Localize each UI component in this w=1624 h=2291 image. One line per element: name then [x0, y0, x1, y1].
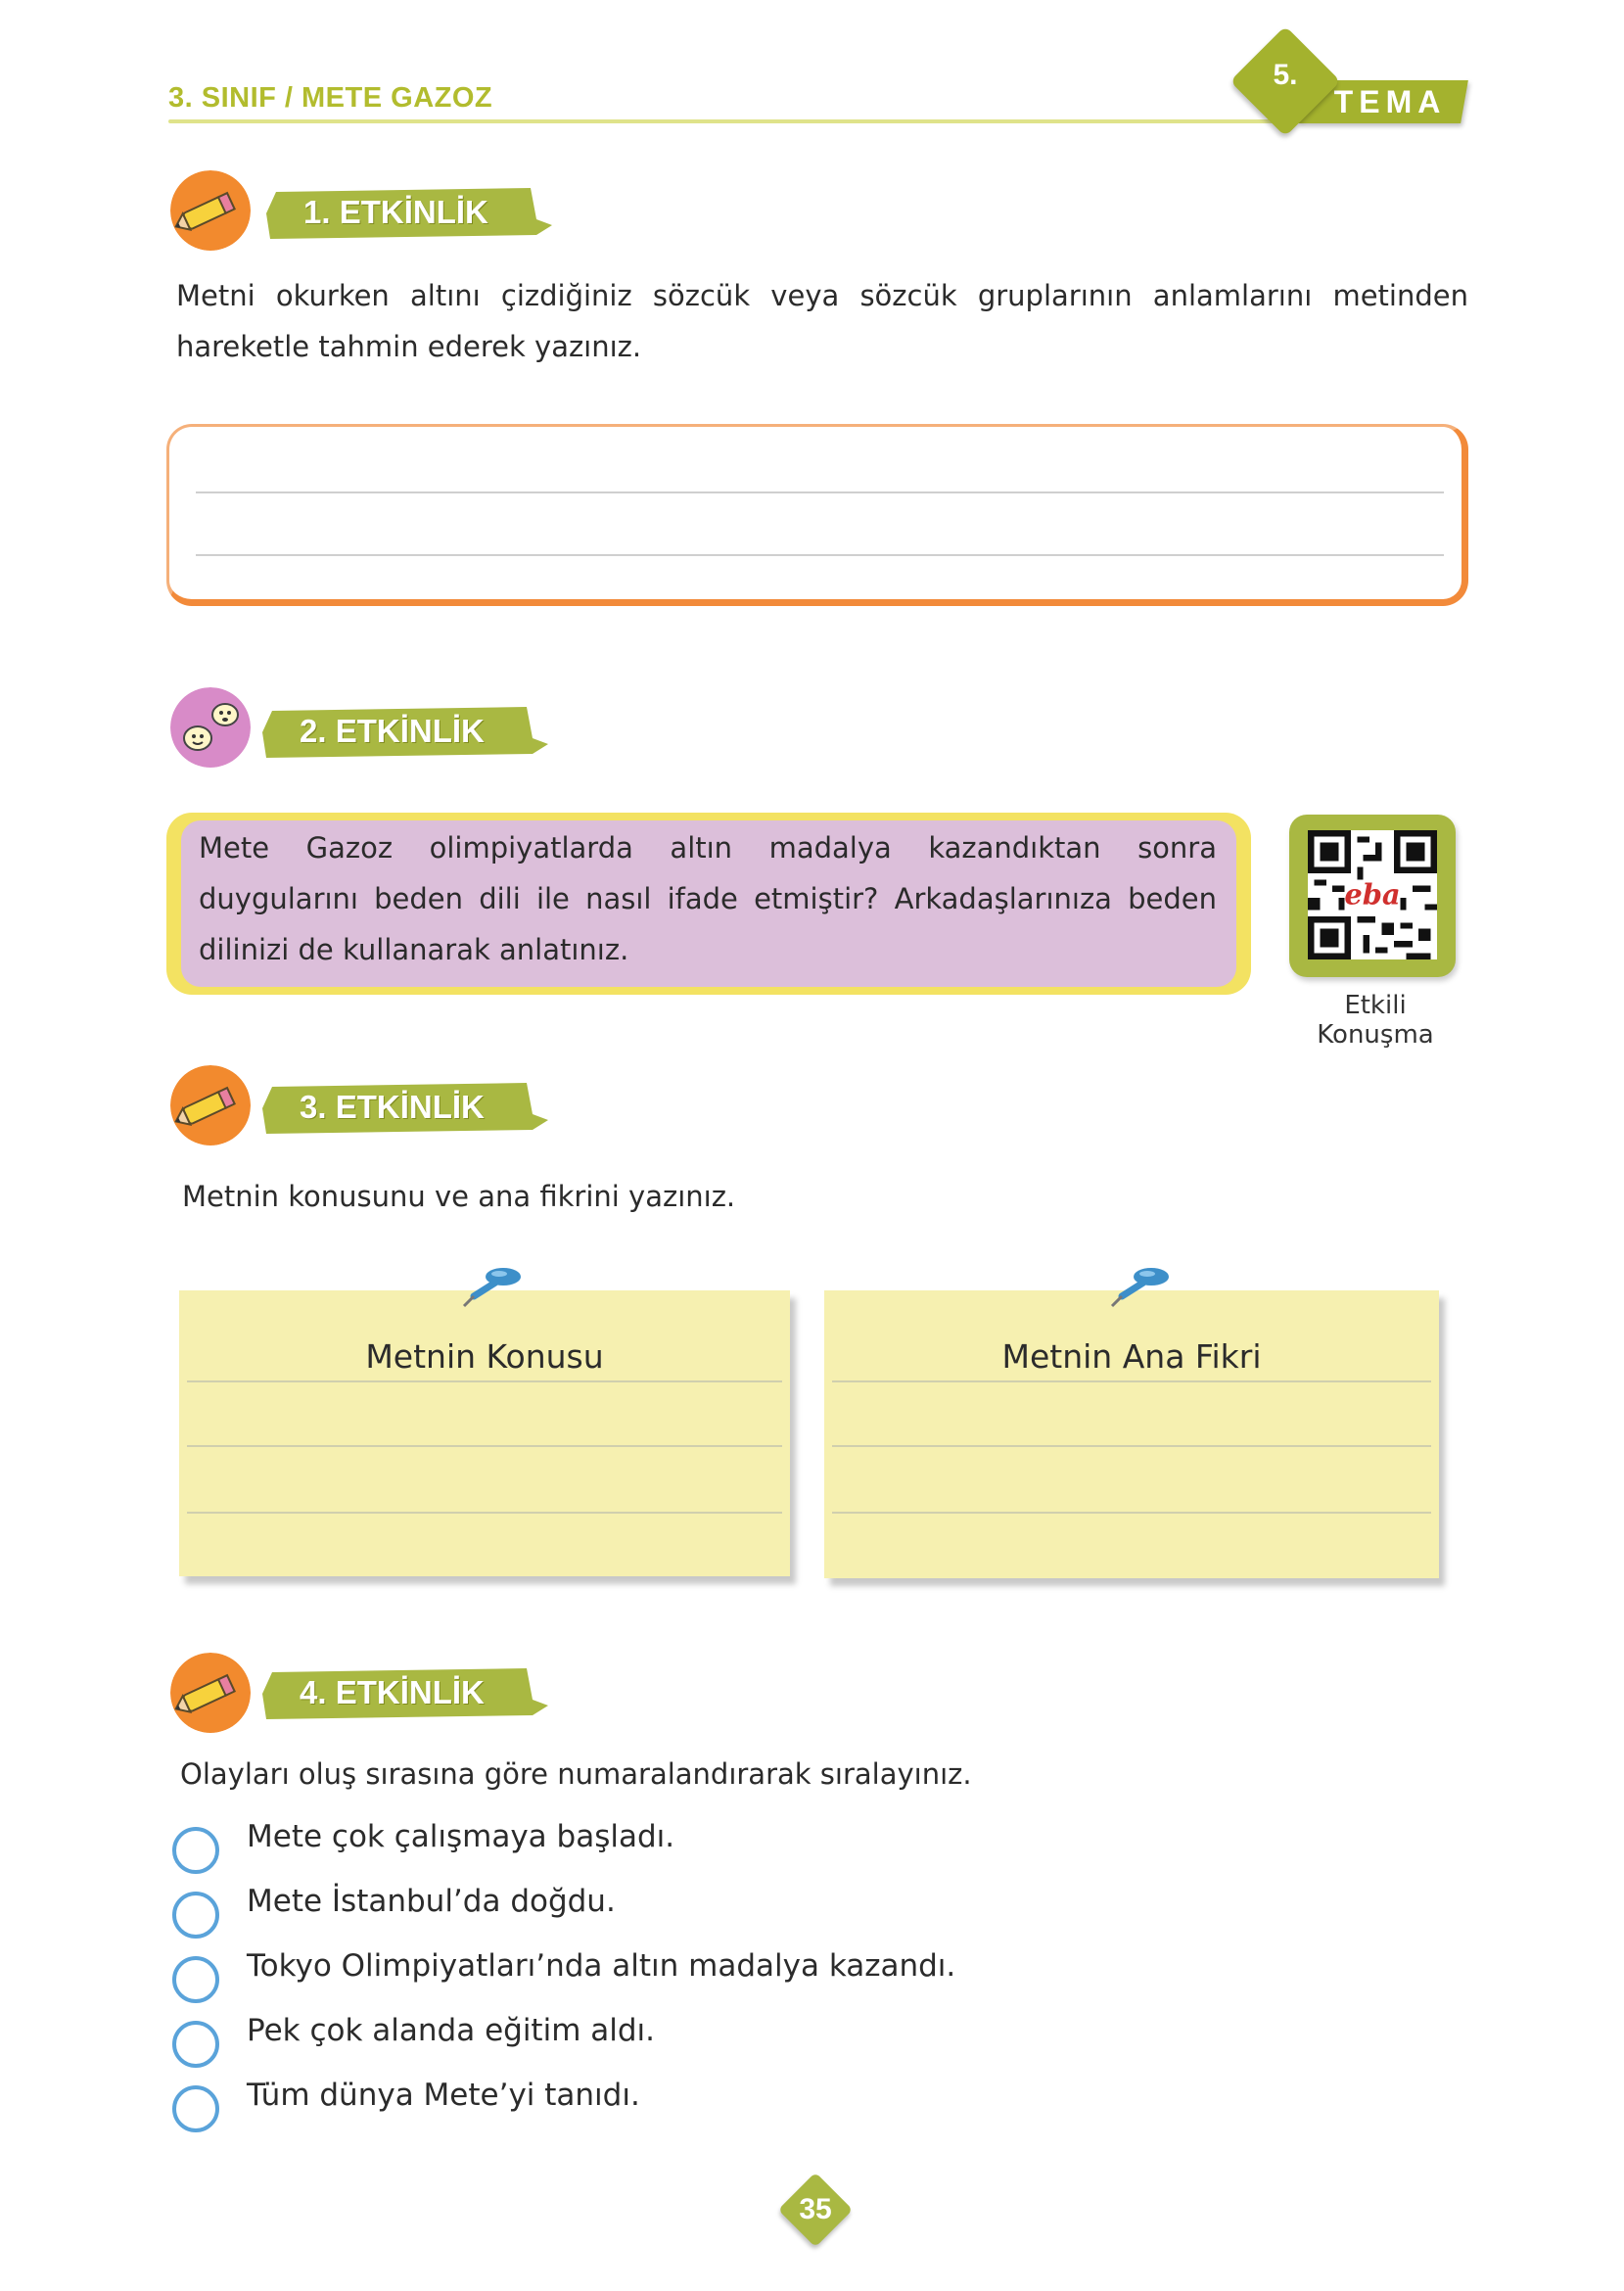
list-item: Mete İstanbul’da doğdu. [247, 1884, 616, 1919]
page-header-title: 3. SINIF / METE GAZOZ [168, 82, 493, 114]
note-topic[interactable] [179, 1290, 790, 1576]
push-pin-icon [1108, 1263, 1173, 1310]
order-number-circle[interactable] [172, 2085, 219, 2132]
qr-logo: eba [1344, 877, 1401, 912]
section-4-instruction: Olayları oluş sırasına göre numaralandırarak sıralayınız. [180, 1757, 972, 1791]
section-4-title: 4. ETKİNLİK [300, 1674, 485, 1710]
order-number-circle[interactable] [172, 1892, 219, 1939]
writing-line [832, 1512, 1431, 1514]
order-number-circle[interactable] [172, 2021, 219, 2068]
list-item: Mete çok çalışmaya başladı. [247, 1819, 675, 1854]
order-number-circle[interactable] [172, 1956, 219, 2003]
note-topic-title: Metnin Konusu [365, 1337, 604, 1376]
writing-line [832, 1380, 1431, 1382]
tema-label: TEMA [1333, 84, 1447, 119]
pencil-icon [170, 170, 251, 251]
section-1-title: 1. ETKİNLİK [303, 194, 488, 230]
qr-code-icon[interactable] [1308, 830, 1437, 959]
section-2-text: Mete Gazoz olimpiyatlarda altın madalya kazandıktan sonra duygularını beden dili ile nasıl ifade etmiştir? Arkadaşlarınıza beden dilinizi de kullanarak anlatınız. [199, 831, 1217, 966]
answer-box-1[interactable] [166, 424, 1468, 606]
writing-line [187, 1445, 782, 1447]
qr-caption: Etkili Konuşma [1317, 991, 1434, 1050]
section-2-title: 2. ETKİNLİK [300, 713, 485, 749]
page-number: 35 [799, 2193, 832, 2225]
tema-number: 5. [1273, 59, 1298, 91]
writing-line [832, 1445, 1431, 1447]
writing-line [196, 491, 1444, 493]
section-3-title: 3. ETKİNLİK [300, 1089, 485, 1125]
list-item: Tokyo Olimpiyatları’nda altın madalya kazandı. [247, 1948, 956, 1984]
order-number-circle[interactable] [172, 1827, 219, 1874]
note-main-idea[interactable] [824, 1290, 1439, 1578]
writing-line [187, 1380, 782, 1382]
pencil-icon [170, 1653, 251, 1733]
section-3-instruction: Metnin konusunu ve ana fikrini yazınız. [182, 1180, 736, 1213]
speech-bubbles-icon [170, 687, 251, 768]
writing-line [196, 554, 1444, 556]
note-main-idea-title: Metnin Ana Fikri [1001, 1337, 1262, 1376]
pencil-icon [170, 1065, 251, 1146]
push-pin-icon [460, 1263, 525, 1310]
header-divider [168, 119, 1284, 123]
list-item: Pek çok alanda eğitim aldı. [247, 2013, 656, 2048]
list-item: Tüm dünya Mete’yi tanıdı. [247, 2078, 640, 2113]
writing-line [187, 1512, 782, 1514]
section-1-instruction: Metni okurken altını çizdiğiniz sözcük veya sözcük gruplarının anlamlarını metinden hareketle tahmin ederek yazınız. [176, 279, 1468, 363]
